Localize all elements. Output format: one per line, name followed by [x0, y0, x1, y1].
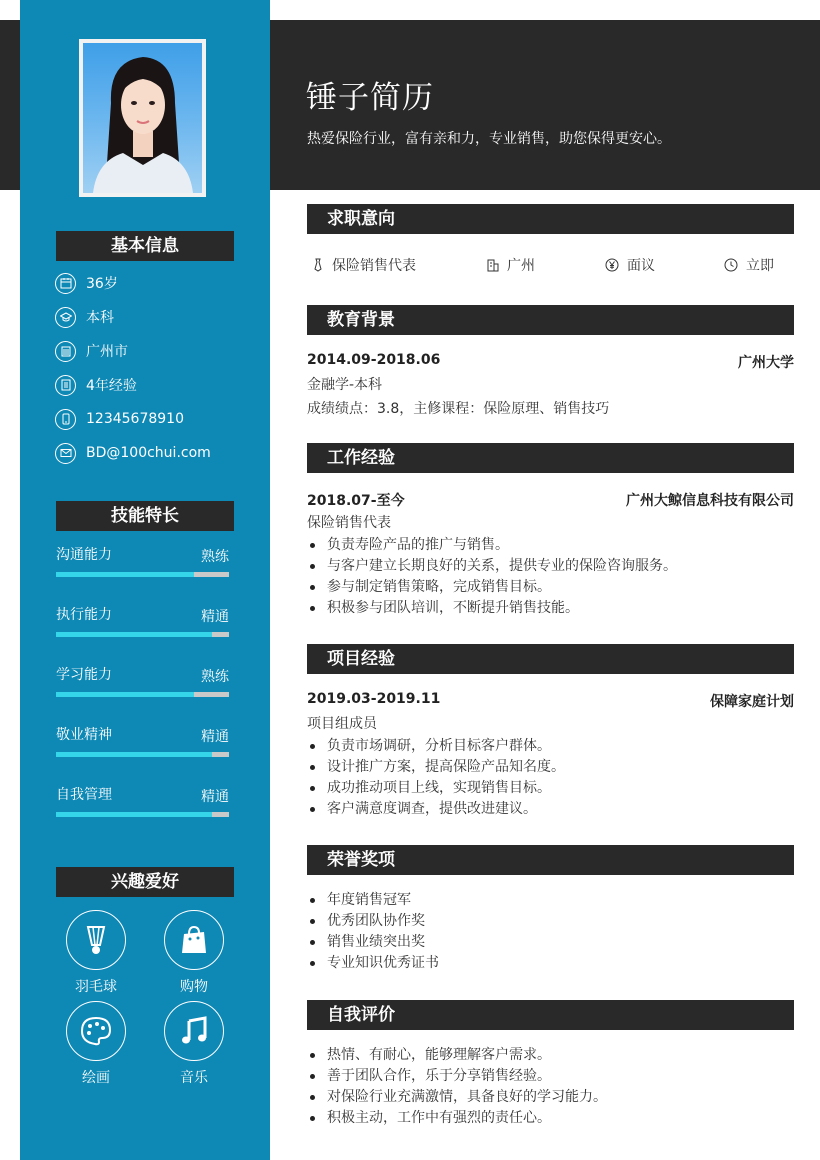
resume-tagline: 热爱保险行业，富有亲和力，专业销售，助您保得更安心。 — [307, 131, 671, 147]
hobby-label: 音乐 — [180, 1070, 208, 1086]
work-company: 广州大鲸信息科技有限公司 — [626, 493, 794, 509]
skill-bar-fill — [56, 752, 212, 757]
skill-bar-fill — [56, 812, 212, 817]
info-phone-text: 12345678910 — [86, 411, 184, 427]
intent-salary-text: 面议 — [627, 258, 655, 274]
document-icon — [55, 375, 76, 396]
honors-heading: 荣誉奖项 — [327, 850, 395, 870]
shopping-bag-icon — [164, 910, 224, 970]
info-experience-text: 4年经验 — [86, 378, 137, 394]
project-role: 项目组成员 — [307, 716, 377, 732]
shuttlecock-icon — [66, 910, 126, 970]
resume-title: 锤子简历 — [306, 80, 434, 116]
work-duties — [307, 535, 677, 619]
skill-bar-fill — [56, 572, 194, 577]
project-name: 保障家庭计划 — [710, 694, 794, 710]
skill-bar-track — [56, 812, 229, 817]
info-email — [55, 441, 211, 465]
hobby-label: 绘画 — [82, 1070, 110, 1086]
hobby-badminton — [65, 910, 127, 996]
intent-section-header — [307, 204, 794, 234]
intent-heading: 求职意向 — [327, 209, 395, 229]
info-city — [55, 339, 128, 363]
self-eval-list — [307, 1045, 607, 1129]
skill-dedication — [56, 724, 229, 764]
skill-name: 敬业精神 — [56, 727, 112, 743]
intent-salary — [605, 255, 655, 275]
intent-availability-text: 立即 — [746, 258, 774, 274]
list-item: 客户满意度调查，提供改进建议。 — [307, 799, 565, 820]
skill-level: 精通 — [201, 789, 229, 805]
list-item: 对保险行业充满激情，具备良好的学习能力。 — [307, 1087, 607, 1108]
list-item: 善于团队合作，乐于分享销售经验。 — [307, 1066, 607, 1087]
calendar-icon — [55, 273, 76, 294]
education-school: 广州大学 — [738, 355, 794, 371]
skill-bar-track — [56, 632, 229, 637]
self-eval-heading: 自我评价 — [327, 1005, 395, 1025]
project-heading: 项目经验 — [327, 649, 395, 669]
list-item: 专业知识优秀证书 — [307, 953, 439, 974]
intent-city — [487, 255, 535, 275]
skill-bar-track — [56, 692, 229, 697]
intent-position — [312, 255, 416, 275]
list-item: 年度销售冠军 — [307, 890, 439, 911]
education-date: 2014.09-2018.06 — [307, 352, 441, 368]
hobby-shopping — [163, 910, 225, 996]
list-item: 与客户建立长期良好的关系，提供专业的保险咨询服务。 — [307, 556, 677, 577]
info-degree — [55, 305, 114, 329]
skill-level: 熟练 — [201, 669, 229, 685]
intent-city-text: 广州 — [507, 258, 535, 274]
info-city-text: 广州市 — [86, 344, 128, 360]
hobby-music — [163, 1001, 225, 1087]
info-degree-text: 本科 — [86, 310, 114, 326]
intent-position-text: 保险销售代表 — [332, 258, 416, 274]
info-email-text: BD@100chui.com — [86, 445, 211, 461]
skill-level: 精通 — [201, 609, 229, 625]
phone-icon — [55, 409, 76, 430]
clock-icon — [724, 258, 738, 272]
building-icon — [55, 341, 76, 362]
list-item: 积极参与团队培训，不断提升销售技能。 — [307, 598, 677, 619]
basic-info-heading: 基本信息 — [56, 231, 234, 261]
list-item: 设计推广方案，提高保险产品知名度。 — [307, 757, 565, 778]
honors-section-header — [307, 845, 794, 875]
skill-name: 沟通能力 — [56, 547, 112, 563]
skill-bar-fill — [56, 692, 194, 697]
project-section-header — [307, 644, 794, 674]
project-date: 2019.03-2019.11 — [307, 691, 441, 707]
skill-level: 熟练 — [201, 549, 229, 565]
work-role: 保险销售代表 — [307, 515, 391, 531]
list-item: 积极主动，工作中有强烈的责任心。 — [307, 1108, 607, 1129]
education-major: 金融学-本科 — [307, 377, 383, 393]
list-item: 销售业绩突出奖 — [307, 932, 439, 953]
list-item: 热情、有耐心，能够理解客户需求。 — [307, 1045, 607, 1066]
skill-bar-track — [56, 572, 229, 577]
info-age-text: 36岁 — [86, 276, 118, 292]
skill-self-management — [56, 784, 229, 824]
skill-name: 自我管理 — [56, 787, 112, 803]
info-phone — [55, 407, 184, 431]
list-item: 参与制定销售策略，完成销售目标。 — [307, 577, 677, 598]
skill-bar-fill — [56, 632, 212, 637]
skill-name: 执行能力 — [56, 607, 112, 623]
education-heading: 教育背景 — [327, 310, 395, 330]
profile-photo-frame — [79, 39, 206, 197]
info-age — [55, 271, 118, 295]
work-heading: 工作经验 — [327, 448, 395, 468]
info-experience — [55, 373, 137, 397]
list-item: 成功推动项目上线，实现销售目标。 — [307, 778, 565, 799]
graduation-cap-icon — [55, 307, 76, 328]
hobby-label: 羽毛球 — [75, 979, 117, 995]
tie-icon — [312, 258, 324, 272]
list-item: 优秀团队协作奖 — [307, 911, 439, 932]
education-detail: 成绩绩点：3.8，主修课程：保险原理、销售技巧 — [307, 401, 610, 417]
profile-photo — [83, 43, 202, 193]
honors-list — [307, 890, 439, 974]
skills-heading: 技能特长 — [56, 501, 234, 531]
skill-learning — [56, 664, 229, 704]
project-duties — [307, 736, 565, 820]
skill-bar-track — [56, 752, 229, 757]
hobby-label: 购物 — [180, 979, 208, 995]
hobbies-heading: 兴趣爱好 — [56, 867, 234, 897]
building-icon — [487, 258, 499, 272]
skill-execution — [56, 604, 229, 644]
mail-icon — [55, 443, 76, 464]
skill-communication — [56, 544, 229, 584]
work-section-header — [307, 443, 794, 473]
skill-level: 精通 — [201, 729, 229, 745]
list-item: 负责寿险产品的推广与销售。 — [307, 535, 677, 556]
palette-icon — [66, 1001, 126, 1061]
self-eval-section-header — [307, 1000, 794, 1030]
music-note-icon — [164, 1001, 224, 1061]
work-date: 2018.07-至今 — [307, 493, 405, 509]
intent-availability — [724, 255, 774, 275]
hobby-painting — [65, 1001, 127, 1087]
skill-name: 学习能力 — [56, 667, 112, 683]
education-section-header — [307, 305, 794, 335]
yen-icon — [605, 258, 619, 272]
list-item: 负责市场调研，分析目标客户群体。 — [307, 736, 565, 757]
